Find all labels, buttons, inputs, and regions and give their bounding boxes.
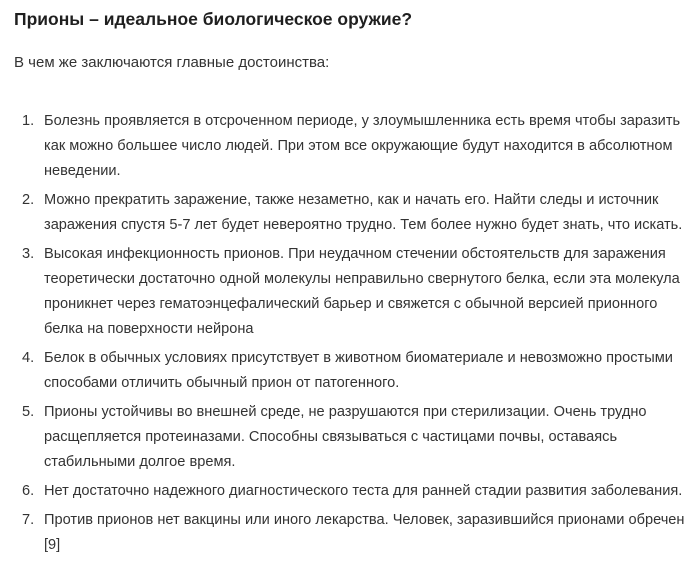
list-item <box>22 188 686 238</box>
list-item-text: Против прионов нет вакцины или иного лекарства. Человек, заразившийся прионами обречен [9] <box>44 512 685 553</box>
intro-text: В чем же заключаются главные достоинства: <box>14 54 330 71</box>
list-item-text: Прионы устойчивы во внешней среде, не разрушаются при стерилизации. Очень трудно расщепляется протеиназами. Способны связываться с частицами почвы, оставаясь стабильными долгое время. <box>44 404 647 470</box>
list-item <box>22 109 686 184</box>
list-item-number: 5. <box>22 404 35 420</box>
list-item-text: Можно прекратить заражение, также незаметно, как и начать его. Найти следы и источник заражения спустя 5-7 лет будет невероятно трудно. Тем более нужно будет знать, что искать. <box>44 192 683 233</box>
list-item-text: Болезнь проявляется в отсроченном периоде, у злоумышленника есть время чтобы заразить как можно большее число людей. При этом все окружающие будут находится в абсолютном неведении. <box>44 113 681 179</box>
list-item <box>22 346 686 396</box>
list-item <box>22 242 686 342</box>
list-item-text: Нет достаточно надежного диагностического теста для ранней стадии развития заболевания. <box>44 483 683 499</box>
list-item <box>22 400 686 475</box>
list-item <box>22 479 686 504</box>
list-item <box>22 508 686 558</box>
list-item-text: Высокая инфекционность прионов. При неудачном стечении обстоятельств для заражения теоретически достаточно одной молекулы неправильно свернутого белка, если эта молекула проникнет через гематоэнцефалический барьер и свяжется с обычной версией прионного белка на поверхности нейрона <box>44 246 680 337</box>
list-item-number: 3. <box>22 246 35 262</box>
list-item-text: Белок в обычных условиях присутствует в животном биоматериале и невозможно простыми способами отличить обычный прион от патогенного. <box>44 350 673 391</box>
list-item-number: 2. <box>22 192 35 208</box>
advantages-list <box>22 109 686 562</box>
list-item-number: 4. <box>22 350 35 366</box>
article-title: Прионы – идеальное биологическое оружие? <box>14 9 413 29</box>
list-item-number: 1. <box>22 113 35 129</box>
list-item-number: 6. <box>22 483 35 499</box>
list-item-number: 7. <box>22 512 35 528</box>
